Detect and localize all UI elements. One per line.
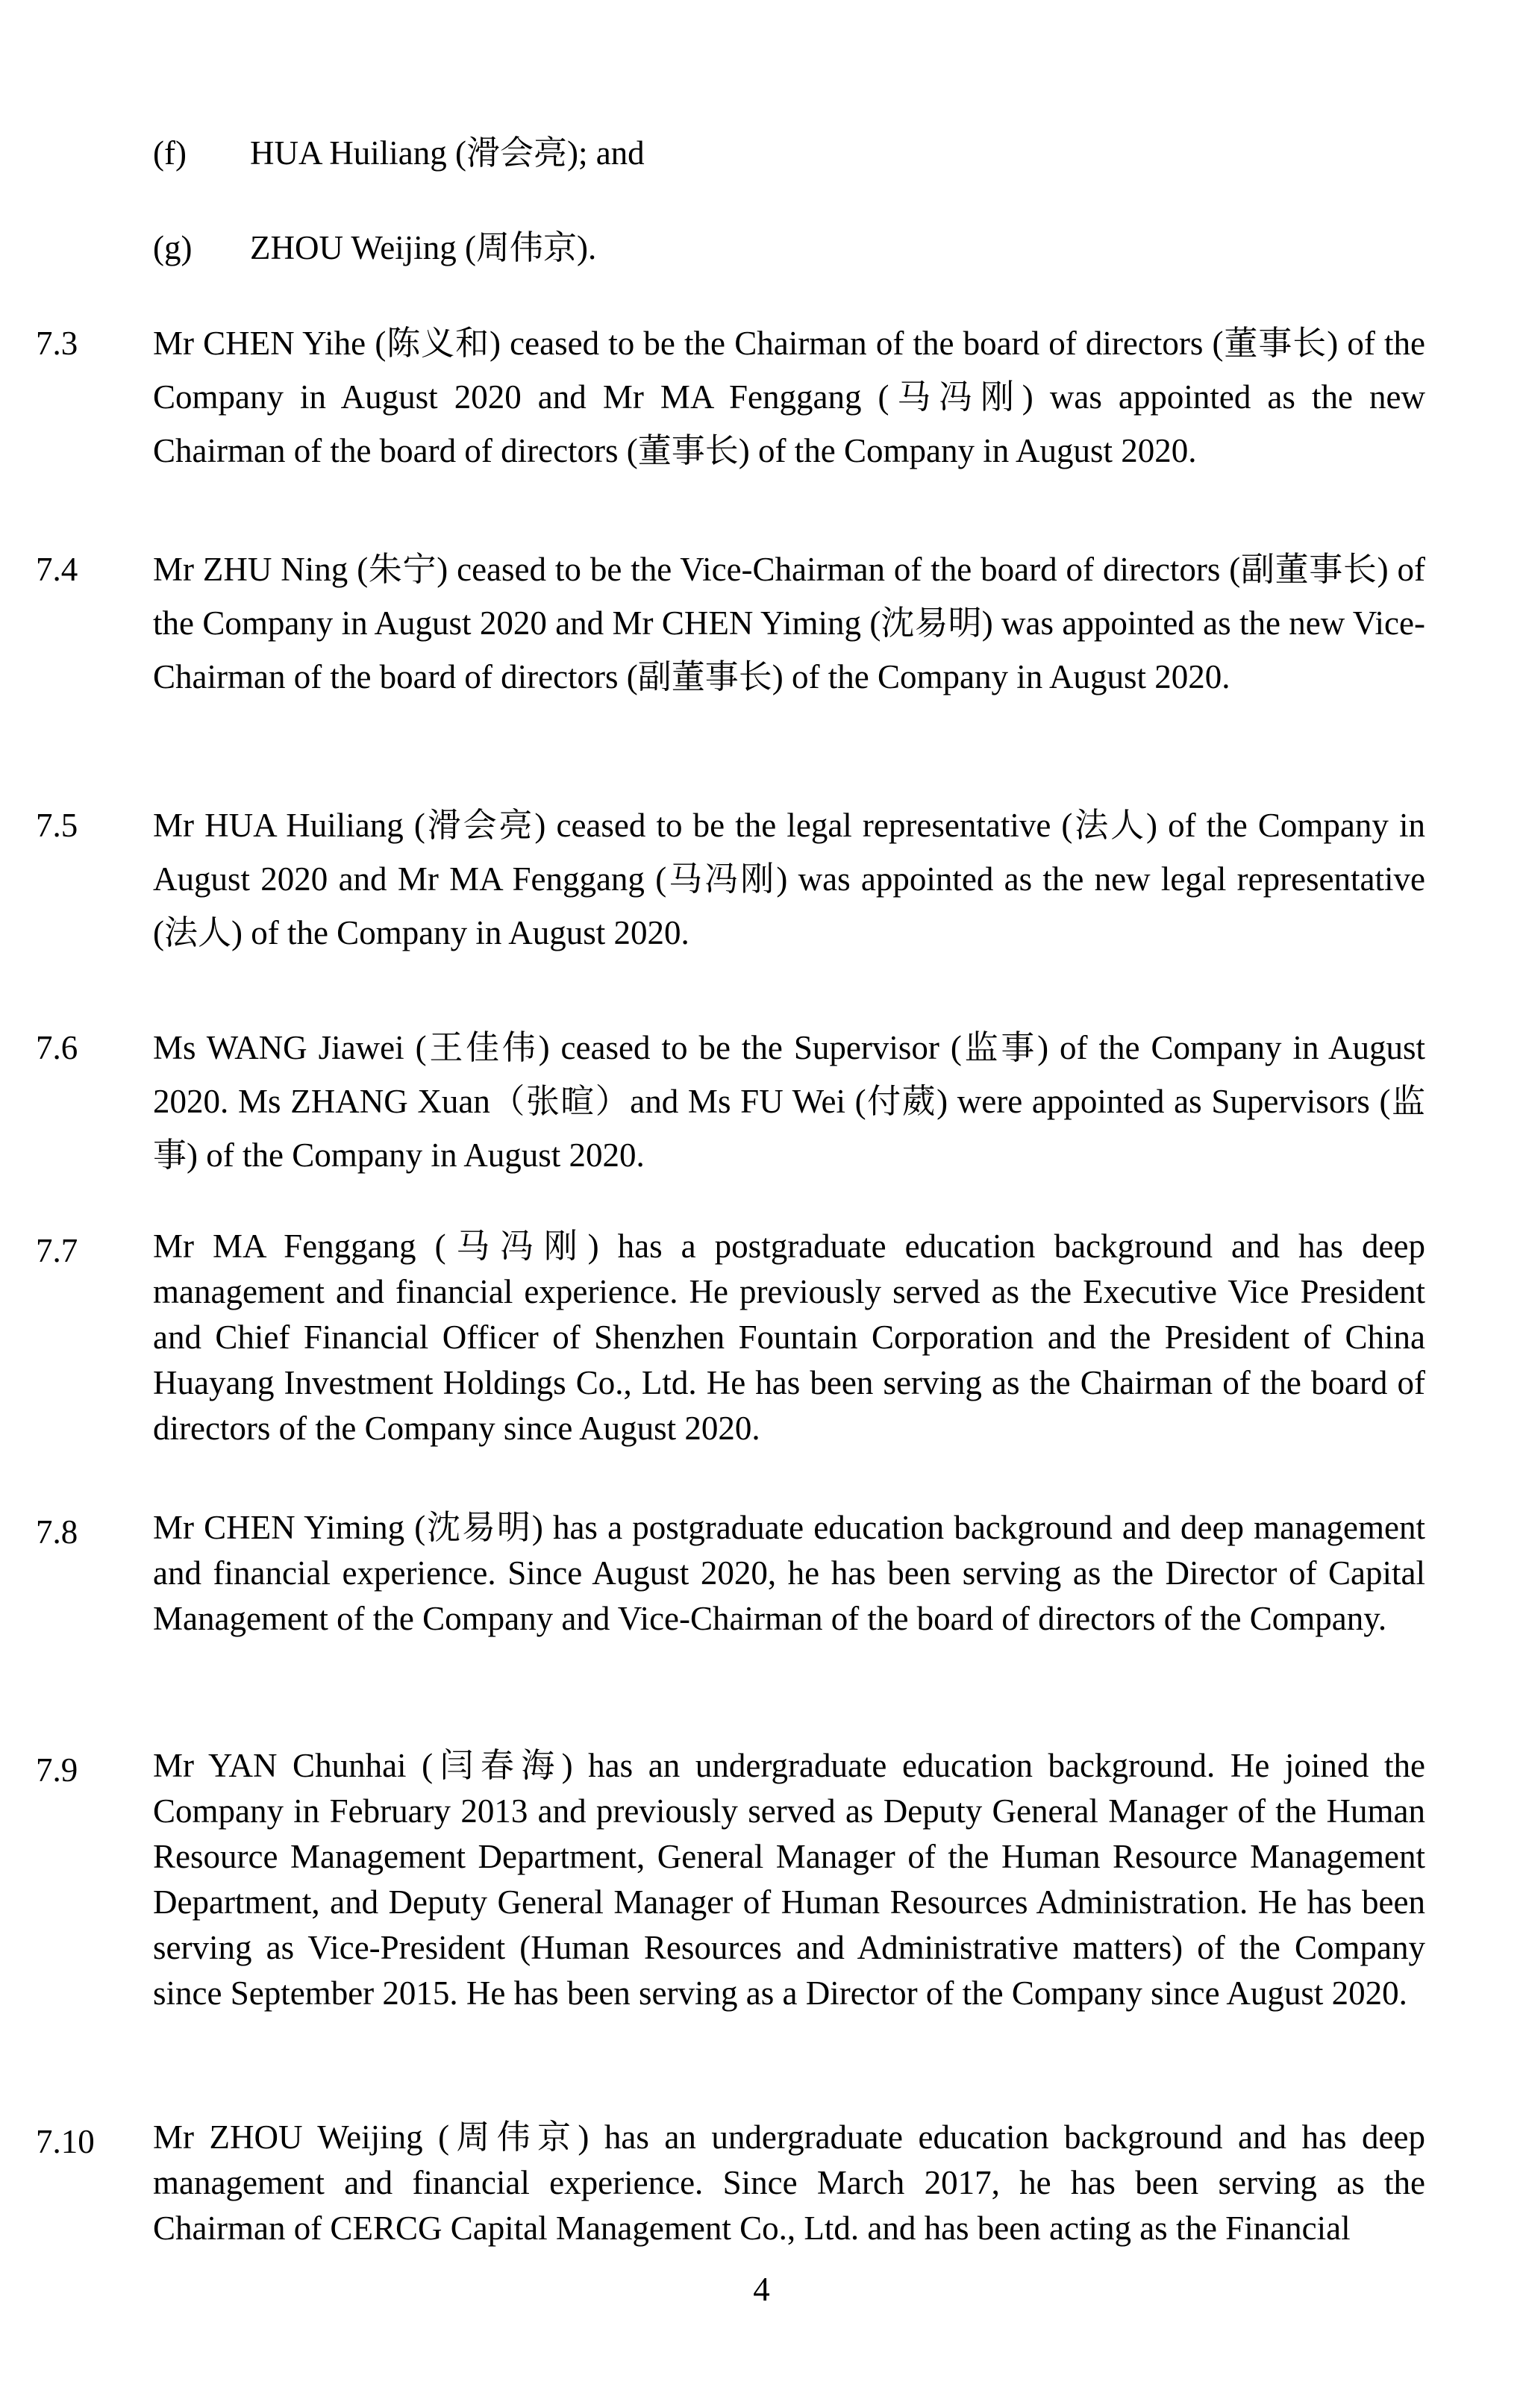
paragraph-number: 7.10 [36, 2123, 95, 2160]
paragraph-number: 7.8 [36, 1513, 78, 1551]
paragraph-text: Mr HUA Huiliang (滑会亮) ceased to be the legal representative (法人) of the Company in August 2020 and Mr MA Fenggang (马冯刚) was appointed as the new legal representative (法人) of the Company in August 2020. [153, 807, 1425, 951]
paragraph-text: Mr CHEN Yiming (沈易明) has a postgraduate education background and deep management and financial experience. Since August 2020, he has been serving as the Director of Capital Management of the Company and Vice-Chairman of the board of directors of the Company. [153, 1509, 1425, 1637]
paragraph-text: Mr ZHOU Weijing (周伟京) has an undergraduate education background and has deep management and financial experience. Since March 2017, he has been serving as the Chairman of CERCG Capital Management Co., Ltd. and has been acting as the Financial [153, 2118, 1425, 2247]
paragraph-number: 7.5 [36, 807, 78, 844]
sub-item-text: ZHOU Weijing (周伟京). [250, 229, 597, 266]
paragraph-number: 7.6 [36, 1029, 78, 1066]
paragraph-number: 7.9 [36, 1751, 78, 1789]
sub-item-label: (g) [153, 229, 193, 266]
paragraph-number: 7.7 [36, 1232, 78, 1269]
sub-item-text: HUA Huiliang (滑会亮); and [250, 134, 645, 172]
page-number: 4 [753, 2271, 770, 2308]
paragraph-text: Mr ZHU Ning (朱宁) ceased to be the Vice-Chairman of the board of directors (副董事长) of the Company in August 2020 and Mr CHEN Yiming (沈易明) was appointed as the new Vice-Chairman of the board of directors (副董事长) of the Company in August 2020. [153, 551, 1425, 695]
paragraph-number: 7.4 [36, 551, 78, 588]
sub-item-label: (f) [153, 134, 187, 172]
paragraph-text: Mr CHEN Yihe (陈义和) ceased to be the Chairman of the board of directors (董事长) of the Company in August 2020 and Mr MA Fenggang (马冯刚) was appointed as the new Chairman of the board of directors (董事长) of the Company in August 2020. [153, 325, 1425, 469]
paragraph-text: Mr MA Fenggang (马冯刚) has a postgraduate education background and has deep management and financial experience. He previously served as the Executive Vice President and Chief Financial Officer of Shenzhen Fountain Corporation and the President of China Huayang Investment Holdings Co., Ltd. He has been serving as the Chairman of the board of directors of the Company since August 2020. [153, 1228, 1425, 1447]
paragraph-text: Mr YAN Chunhai (闫春海) has an undergraduate education background. He joined the Company in February 2013 and previously served as Deputy General Manager of the Human Resource Management Department, General Manager of the Human Resource Management Department, and Deputy General Manager of Human Resources Administration. He has been serving as Vice-President (Human Resources and Administrative matters) of the Company since September 2015. He has been serving as a Director of the Company since August 2020. [153, 1747, 1425, 2012]
paragraph-number: 7.3 [36, 325, 78, 362]
paragraph-text: Ms WANG Jiawei (王佳伟) ceased to be the Supervisor (监事) of the Company in August 2020. Ms ZHANG Xuan（张暄）and Ms FU Wei (付葳) were appointed as Supervisors (监事) of the Company in August 2020. [153, 1029, 1425, 1174]
